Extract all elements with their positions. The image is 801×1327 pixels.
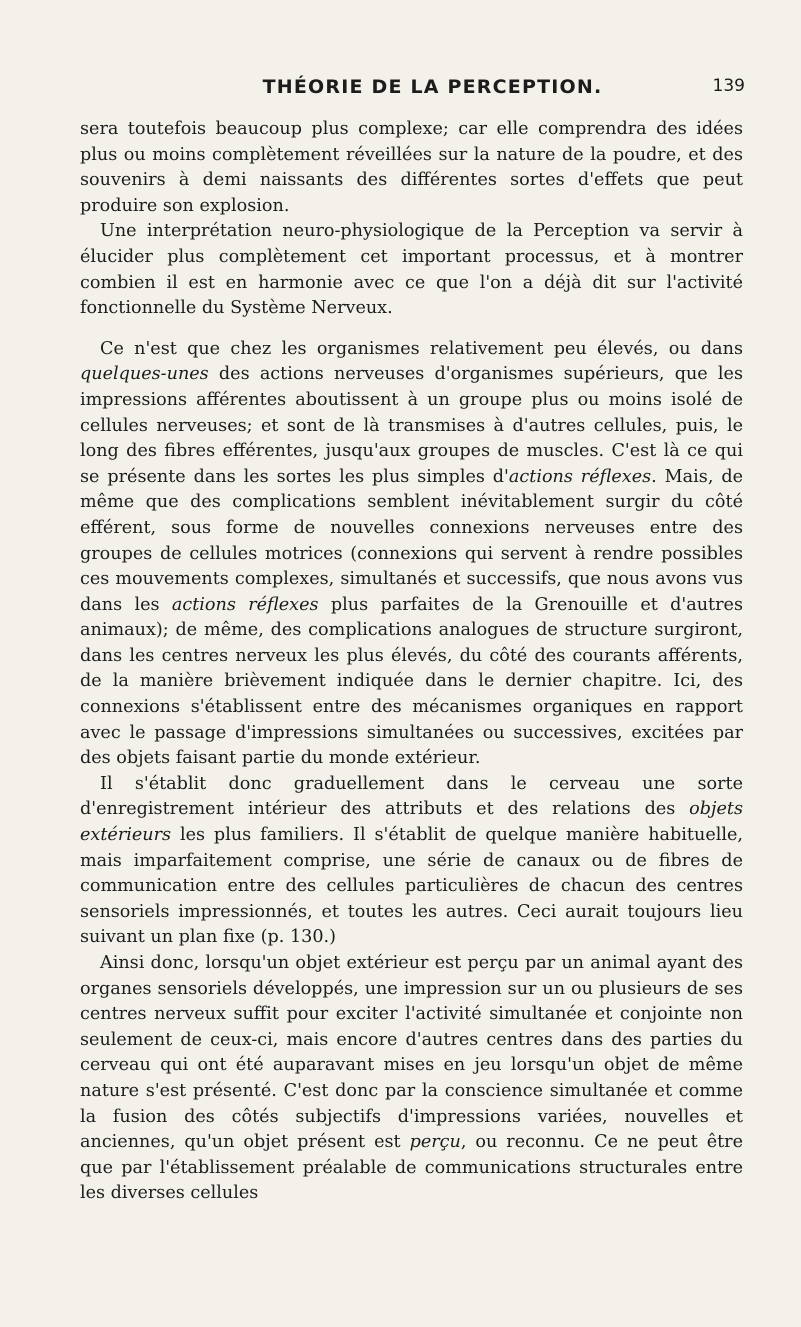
paragraph-4 <box>80 772 743 951</box>
paragraph-text: Ainsi donc, lorsqu'un objet extérieur est perçu par un animal ayant des organes sensoriels développés, une impression sur un ou plusieurs de ses centres nerveux suffit pour exciter l'activité simultanée et conjointe non seulement de ceux-ci, mais encore d'autres centres dans des parties du cerveau qui ont été auparavant mises en jeu lorsqu'un objet de même nature s'est présenté. C'est donc par la conscience simultanée et comme la fusion des côtés subjectifs d'impressions variées, nouvelles et anciennes, qu'un objet présent est <box>80 953 743 1153</box>
page-body <box>80 117 743 1207</box>
paragraph-text: Une interprétation neuro-physiologique de la Perception va servir à élucider plus complètement cet important processus, et à montrer combien il est en harmonie avec ce que l'on a déjà dit sur l'activité fonctionnelle du Système Nerveux. <box>80 221 743 319</box>
italic-term: actions réflexes <box>508 466 652 487</box>
paragraph-text: les plus familiers. Il s'établit de quelque manière habituelle, mais imparfaitement comprise, une série de canaux ou de fibres de communication entre des cellules particulières de chacun des centres sensoriels impressionnés, et toutes les autres. Ceci aurait toujours lieu suivant un plan fixe (p. 130.) <box>80 825 743 948</box>
paragraph-3 <box>80 337 743 772</box>
paragraph-5 <box>80 951 743 1207</box>
page-header <box>80 76 745 102</box>
paragraph-1 <box>80 117 743 219</box>
paragraph-text: , ou reconnu. Ce ne peut être que par l'établissement préalable de communications structurales entre les diverses cellules <box>80 1132 743 1204</box>
paragraph-text: sera toutefois beaucoup plus complexe; car elle comprendra des idées plus ou moins complètement réveillées sur la nature de la poudre, et des souvenirs à demi naissants des différentes sortes d'effets que peut produire son explosion. <box>80 119 743 216</box>
italic-term: perçu <box>409 1132 461 1153</box>
italic-term: actions réflexes <box>171 594 319 615</box>
paragraph-text: . Mais, de même que des complications semblent inévitablement surgir du côté efférent, sous forme de nouvelles connexions nerveuses entre des groupes de cellules motrices (connexions qui servent à rendre possibles ces mouvements complexes, simultanés et successifs, que nous avons vus dans les <box>80 466 744 615</box>
italic-term: objets extérieurs <box>80 799 743 846</box>
paragraph-2 <box>80 219 743 321</box>
paragraph-text: plus parfaites de la Grenouille et d'autres animaux); de même, des complications analogues de structure surgiront, dans les centres nerveux les plus élevés, du côté des courants afférents, de la manière brièvement indiquée dans le dernier chapitre. Ici, des connexions s'établissent entre des mécanismes organiques en rapport avec le passage d'impressions simultanées ou successives, excitées par des objets faisant partie du monde extérieur. <box>80 594 743 769</box>
running-title: THÉORIE DE LA PERCEPTION. <box>262 76 603 98</box>
italic-term: quelques-unes <box>80 364 209 385</box>
paragraph-text: des actions nerveuses d'organismes supérieurs, que les impressions afférentes aboutissent à un groupe plus ou moins isolé de cellules nerveuses; et sont de là transmises à d'autres cellules, puis, le long des fibres efférentes, jusqu'aux groupes de muscles. C'est là ce qui se présente dans les sortes les plus simples d' <box>80 364 743 487</box>
page-number: 139 <box>712 76 745 96</box>
paragraph-text: Il s'établit donc graduellement dans le cerveau une sorte d'enregistrement intérieur des attributs et des relations des <box>80 773 743 820</box>
paragraph-text: Ce n'est que chez les organismes relativement peu élevés, ou dans <box>100 338 743 359</box>
